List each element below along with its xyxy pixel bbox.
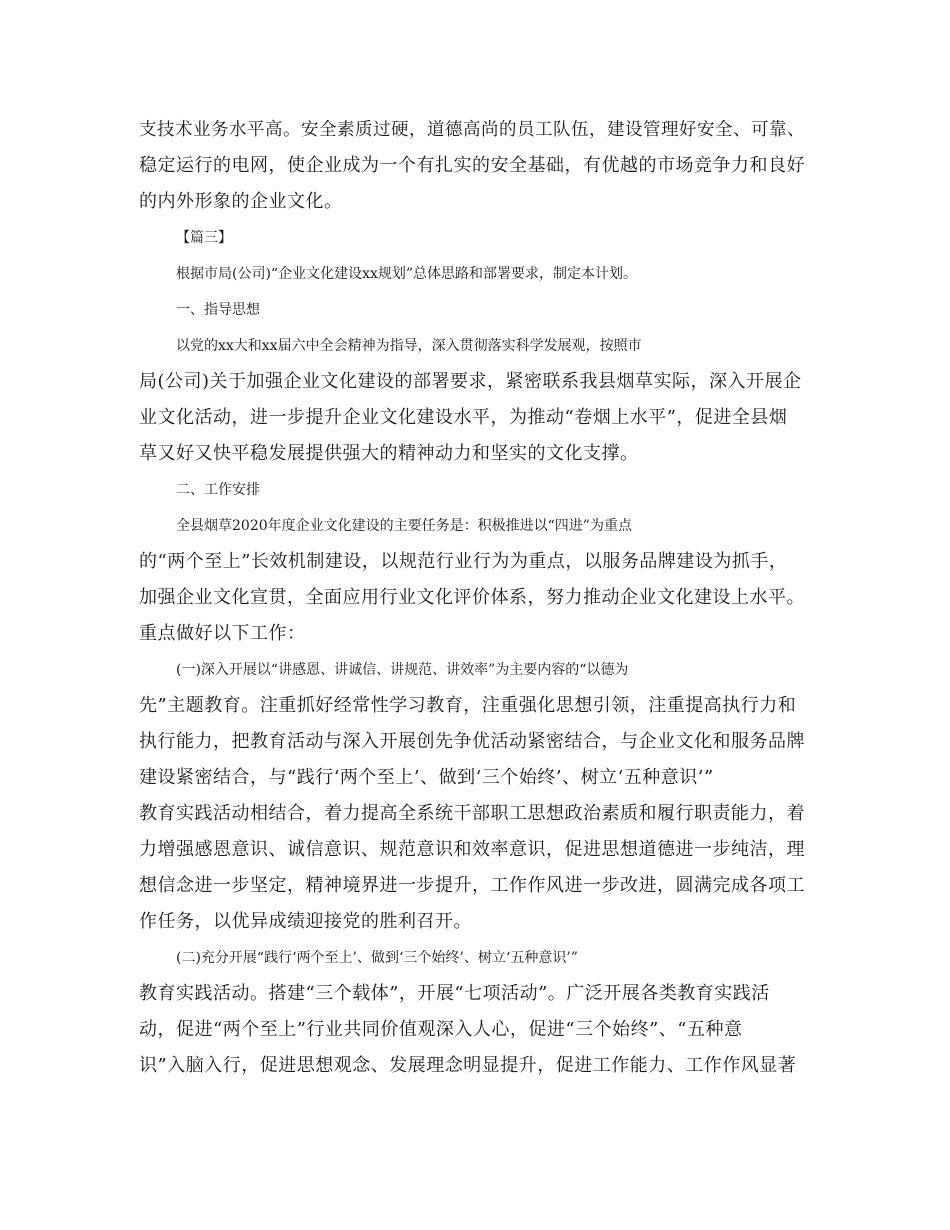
text-line: 全县烟草2020年度企业文化建设的主要任务是：积极推进以“四进”为重点 [176,518,632,534]
text-line: 想信念进一步坚定，精神境界进一步提升，工作作风进一步改进，圆满完成各项工 [139,875,805,896]
text-line: 二、工作安排 [176,482,260,498]
text-line: 力增强感恩意识、诚信意识、规范意识和效率意识，促进思想道德进一步纯洁，理 [139,839,805,860]
text-line: 识”入脑入行，促进思想观念、发展理念明显提升，促进工作能力、工作作风显著 [139,1055,797,1076]
text-line: 业文化活动，进一步提升企业文化建设水平，为推动“卷烟上水平”，促进全县烟 [139,407,788,428]
text-line: 执行能力，把教育活动与深入开展创先争优活动紧密结合，与企业文化和服务品牌 [139,731,805,752]
text-line: 作任务，以优异成绩迎接党的胜利召开。 [139,911,472,932]
text-line: 建设紧密结合，与“践行‘两个至上’、做到‘三个始终’、树立‘五种意识’” [139,767,714,788]
text-line: 一、指导思想 [176,302,260,318]
text-line: 教育实践活动相结合，着力提高全系统干部职工思想政治素质和履行职责能力，着 [139,803,805,824]
text-line: 的内外形象的企业文化。 [139,191,343,212]
text-line: 先”主题教育。注重抓好经常性学习教育，注重强化思想引领，注重提高执行力和 [139,695,797,716]
text-line: 草又好又快平稳发展提供强大的精神动力和坚实的文化支撑。 [139,443,639,464]
text-line: 动，促进“两个至上”行业共同价值观深入人心，促进“三个始终”、“五种意 [139,1019,743,1040]
text-line: 教育实践活动。搭建“三个载体”，开展“七项活动”。广泛开展各类教育实践活 [139,983,770,1004]
text-line: 以党的xx大和xx届六中全会精神为指导，深入贯彻落实科学发展观，按照市 [176,338,642,354]
text-line: 重点做好以下工作： [139,623,306,644]
document-body [139,112,819,1084]
text-line: 稳定运行的电网，使企业成为一个有扎实的安全基础，有优越的市场竞争力和良好 [139,155,805,176]
text-line: 的“两个至上”长效机制建设，以规范行业行为为重点，以服务品牌建设为抓手， [139,551,788,572]
text-line: (一)深入开展以“讲感恩、讲诚信、讲规范、讲效率”为主要内容的“以德为 [176,662,629,678]
text-line: 加强企业文化宣贯，全面应用行业文化评价体系，努力推动企业文化建设上水平。 [139,587,805,608]
text-line: 局(公司)关于加强企业文化建设的部署要求，紧密联系我县烟草实际，深入开展企 [139,371,802,392]
text-line: 【篇三】 [176,230,232,246]
text-line: 根据市局(公司)“企业文化建设xx规划”总体思路和部署要求，制定本计划。 [176,266,638,282]
text-line: 支技术业务水平高。安全素质过硬，道德高尚的员工队伍，建设管理好安全、可靠、 [139,120,805,140]
text-line: (二)充分开展“践行‘两个至上’、做到‘三个始终’、树立‘五种意识’” [176,950,578,966]
